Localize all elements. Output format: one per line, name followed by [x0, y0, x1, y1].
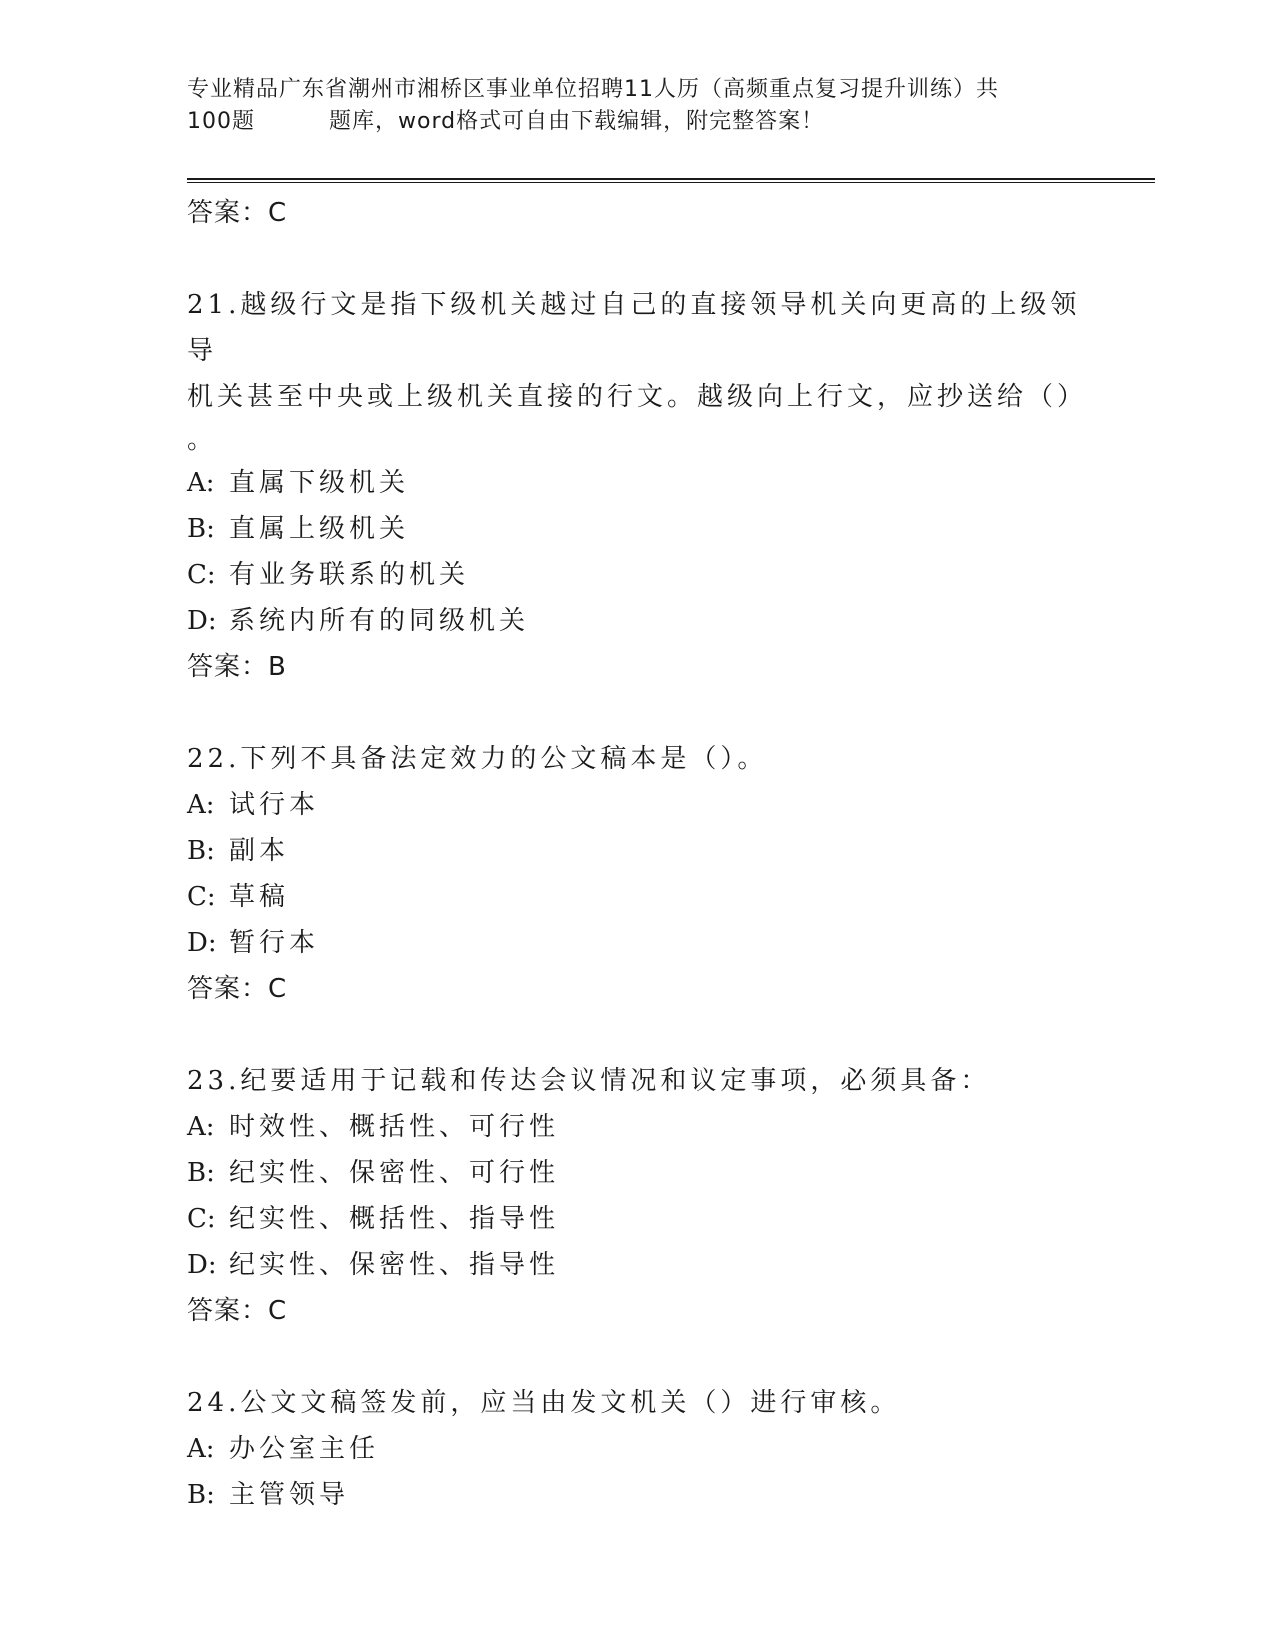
question-text: 23.纪要适用于记载和传达会议情况和议定事项，必须具备：	[187, 1066, 991, 1096]
option-key: B:	[187, 1480, 215, 1510]
option-a	[187, 1426, 1087, 1472]
answer-line: 答案：C	[187, 974, 288, 1004]
option-key: A:	[187, 1434, 215, 1464]
option-a	[187, 782, 1087, 828]
option-d	[187, 920, 1087, 966]
option-text: 直属下级机关	[229, 468, 410, 498]
option-key: B:	[187, 514, 215, 544]
option-text: 纪实性、保密性、可行性	[229, 1158, 560, 1188]
option-b	[187, 1150, 1087, 1196]
option-b	[187, 1472, 1087, 1518]
option-text: 纪实性、概括性、指导性	[229, 1204, 560, 1234]
option-text: 副本	[229, 836, 290, 866]
option-b	[187, 506, 1087, 552]
option-d	[187, 598, 1087, 644]
header-line-2	[187, 106, 1087, 138]
header-divider-thick	[187, 178, 1155, 180]
option-a	[187, 1104, 1087, 1150]
header-line-1: 专业精品广东省潮州市湘桥区事业单位招聘11人历（高频重点复习提升训练）共	[187, 77, 999, 102]
option-text: 有业务联系的机关	[229, 560, 470, 590]
option-key: A:	[187, 790, 215, 820]
option-text: 草稿	[229, 882, 290, 912]
answer-line: 答案：B	[187, 652, 287, 682]
header-divider-thin	[187, 182, 1155, 183]
option-text: 时效性、概括性、可行性	[229, 1112, 560, 1142]
option-key: C:	[187, 882, 216, 912]
question-text: 21.越级行文是指下级机关越过自己的直接领导机关向更高的上级领导	[187, 290, 1081, 366]
header-line-2-count: 100题	[187, 109, 255, 134]
question-text: 24.公文文稿签发前，应当由发文机关（）进行审核。	[187, 1388, 901, 1418]
question-22	[187, 736, 1087, 1012]
option-key: C:	[187, 560, 216, 590]
question-text: 机关甚至中央或上级机关直接的行文。越级向上行文，应抄送给（）	[187, 382, 1088, 412]
answer-line: 答案：C	[187, 1296, 288, 1326]
question-text: 。	[187, 425, 218, 455]
option-text: 办公室主任	[229, 1434, 380, 1464]
option-text: 试行本	[229, 790, 320, 820]
option-c	[187, 1196, 1087, 1242]
option-c	[187, 552, 1087, 598]
option-b	[187, 828, 1087, 874]
header-line-2-desc: 题库，word格式可自由下载编辑，附完整答案！	[329, 109, 825, 134]
page-header	[187, 74, 1087, 138]
question-text: 22.下列不具备法定效力的公文稿本是（）。	[187, 744, 768, 774]
question-24	[187, 1380, 1087, 1518]
option-text: 系统内所有的同级机关	[229, 606, 530, 636]
option-text: 暂行本	[229, 928, 320, 958]
option-text: 直属上级机关	[229, 514, 410, 544]
option-key: B:	[187, 1158, 215, 1188]
document-body	[187, 190, 1087, 1518]
option-c	[187, 874, 1087, 920]
question-21	[187, 282, 1087, 690]
option-text: 主管领导	[229, 1480, 350, 1510]
option-text: 纪实性、保密性、指导性	[229, 1250, 560, 1280]
question-23	[187, 1058, 1087, 1334]
option-key: A:	[187, 468, 215, 498]
option-d	[187, 1242, 1087, 1288]
option-key: D:	[187, 606, 217, 636]
option-key: B:	[187, 836, 215, 866]
option-key: D:	[187, 1250, 217, 1280]
option-key: C:	[187, 1204, 216, 1234]
option-key: D:	[187, 928, 217, 958]
answer-line: 答案：C	[187, 198, 288, 228]
option-key: A:	[187, 1112, 215, 1142]
option-a	[187, 460, 1087, 506]
